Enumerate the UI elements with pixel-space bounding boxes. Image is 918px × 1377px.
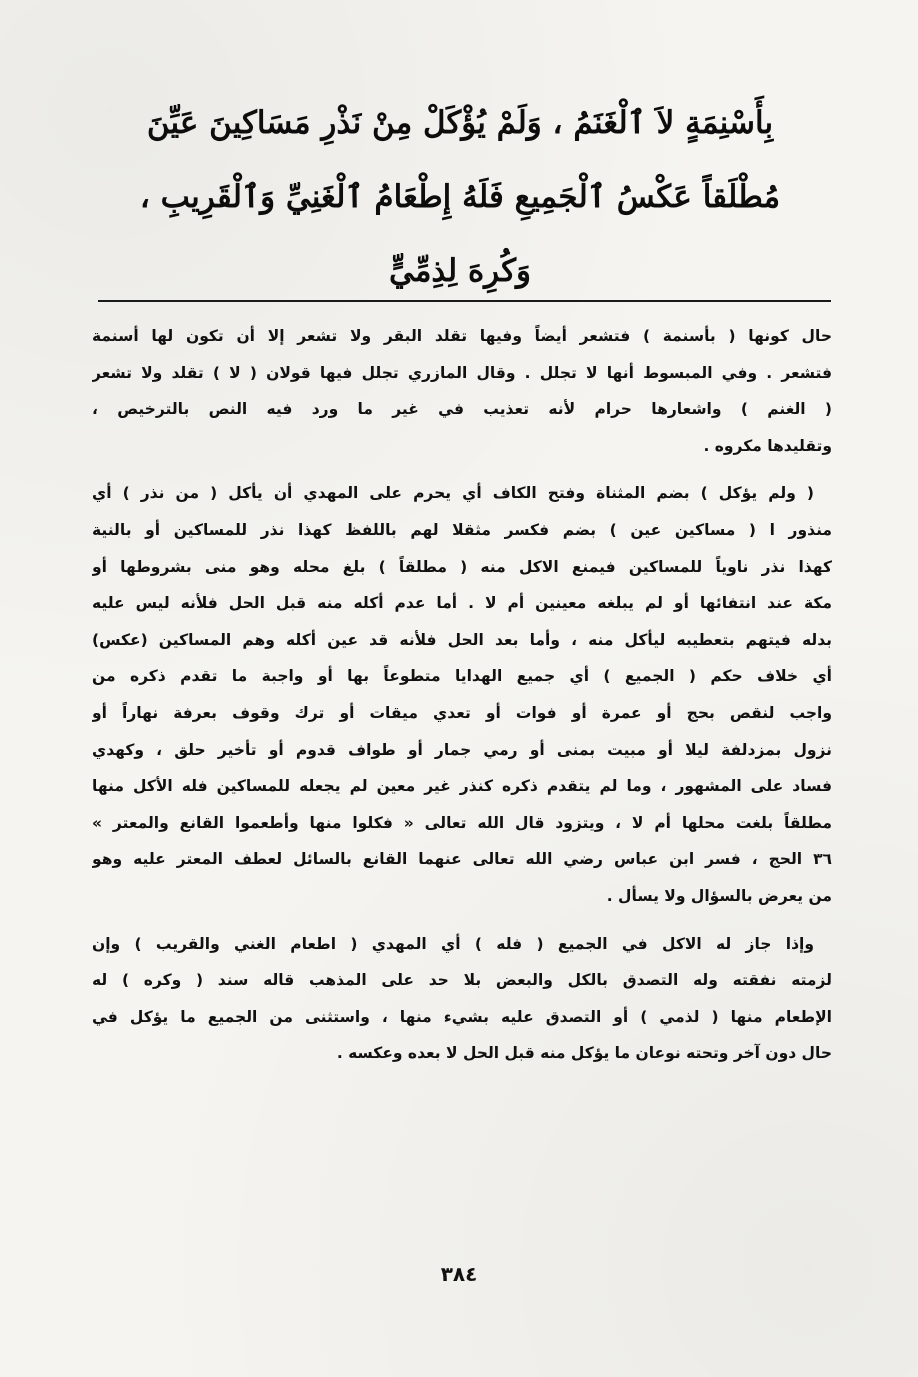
verse-line: مُطْلَقاً عَكْسُ ٱلْجَمِيعِ فَلَهُ إِطْعَامُ ٱلْغَنِيِّ وَٱلْقَرِيبِ ، [139, 179, 781, 215]
verse-line: وَكُرِهَ لِذِمِّيٍّ [388, 253, 532, 289]
commentary-line: وتقليدها مكروه . [703, 436, 832, 455]
page-number: ٣٨٤ [440, 1262, 478, 1286]
commentary-line: فساد على المشهور ، وما لم يتقدم ذكره كنذر غير معين لم يجعله للمساكين فله الأكل منها [92, 777, 832, 796]
commentary-line: أي خلاف حكم ( الجميع ) أي جميع الهدايا متطوعاً بها أو واجبة ما تقدم ذكره من [92, 667, 832, 686]
commentary-line: وإذا جاز له الاكل في الجميع ( فله ) أي المهدي ( اطعام الغني والقريب ) وإن [92, 934, 814, 953]
commentary-block [92, 318, 832, 1248]
commentary-line: من يعرض بالسؤال ولا يسأل . [606, 886, 832, 905]
commentary-line: ٣٦ الحج ، فسر ابن عباس رضي الله تعالى عنهما القانع بالسائل لعطف المعتر عليه وهو [92, 850, 832, 869]
commentary-line: نزول بمزدلفة ليلا أو مبيت بمنى أو رمي جمار أو طواف قدوم أو تأخير حلق ، وكهدي [92, 740, 832, 759]
commentary-line: ( الغنم ) واشعارها حرام لأنه تعذيب في غير ما ورد فيه النص بالترخيص ، [92, 400, 832, 419]
commentary-line: بدله فيتهم بتعطيبه ليأكل منه ، وأما بعد الحل فلأنه قد عين أكله وهم المساكين (عكس) [92, 630, 832, 649]
commentary-line: منذور ا ( مساكين عين ) بضم فكسر مثقلا لهم باللفظ كهذا نذر للمساكين أو بالنية [92, 520, 832, 539]
commentary-line: لزمته نفقته وله التصدق بالكل والبعض بلا حد على المذهب قاله سند ( وكره ) له [92, 971, 832, 990]
horizontal-rule [98, 300, 831, 302]
commentary-line: فتشعر . وفي المبسوط أنها لا تجلل . وقال المازري تجلل فيها قولان ( لا ) تقلد ولا تشعر [92, 363, 832, 382]
commentary-line: مطلقاً بلغت محلها أم لا ، ويتزود قال الله تعالى « فكلوا منها وأطعموا القانع والمعتر » [92, 813, 832, 832]
commentary-paragraph [92, 318, 832, 464]
commentary-line: كهذا نذر ناوياً للمساكين فيمنع الاكل منه ( مطلقاً ) بلغ محله وهو منى بشروطها أو [92, 557, 832, 576]
commentary-paragraph [92, 475, 832, 914]
commentary-line: مكة عند انتفائها أو لم يبلغه معينين أم لا . أما عدم أكله منه قبل الحل فلأنه ليس عليه [92, 594, 832, 613]
verse-line: بِأَسْنِمَةٍ لاَ ٱلْغَنَمُ ، وَلَمْ يُؤْكَلْ مِنْ نَذْرِ مَسَاكِينَ عَيِّنَ [146, 105, 774, 141]
commentary-line: ( ولم يؤكل ) بضم المثناة وفتح الكاف أي يحرم على المهدي أن يأكل ( من نذر ) أي [92, 484, 814, 503]
commentary-line: الإطعام منها ( لذمي ) أو التصدق عليه بشيء منها ، واستثنى من الجميع ما يؤكل في [92, 1007, 832, 1026]
commentary-line: حال كونها ( بأسنمة ) فتشعر أيضاً وفيها تقلد البقر ولا تشعر إلا أن تكون لها أسنمة [92, 327, 832, 345]
verse-block [90, 86, 830, 308]
commentary-paragraph [92, 926, 832, 1072]
commentary-line: حال دون آخر وتحته نوعان ما يؤكل منه قبل الحل لا بعده وعكسه . [336, 1044, 832, 1063]
commentary-line: واجب لنقص بحج أو عمرة أو فوات أو تعدي ميقات أو ترك وقوف بعرفة نهاراً أو [92, 703, 832, 722]
